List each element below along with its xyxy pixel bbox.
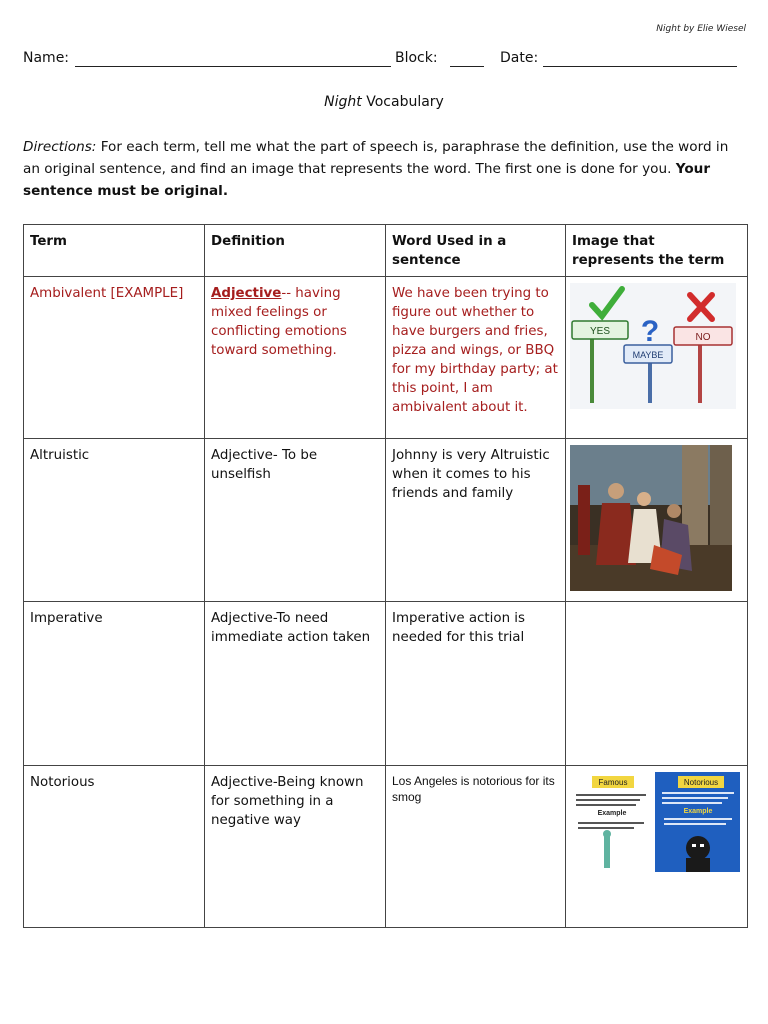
table-row xyxy=(24,766,748,928)
sentence-cell: Los Angeles is notorious for its smog xyxy=(386,766,566,928)
name-label: Name: xyxy=(23,50,70,66)
title-italic: Night xyxy=(324,94,362,110)
notorious-label: Notorious xyxy=(683,778,719,787)
yes-label: YES xyxy=(589,326,611,337)
table-row xyxy=(24,277,748,439)
name-field[interactable] xyxy=(75,66,391,67)
table-row xyxy=(24,439,748,602)
sentence-cell: Imperative action is needed for this trial xyxy=(386,602,566,766)
table-header-row xyxy=(24,225,748,277)
image-cell xyxy=(566,439,748,602)
image-cell xyxy=(566,766,748,928)
definition-cell: Adjective-Being known for something in a negative way xyxy=(205,766,386,928)
image-cell xyxy=(566,602,748,766)
date-field[interactable] xyxy=(543,66,737,67)
table-row xyxy=(24,602,748,766)
term-cell: Altruistic xyxy=(24,439,205,602)
header-note: Night by Elie Wiesel xyxy=(656,24,746,34)
classical-painting-image xyxy=(570,445,732,591)
famous-example-label: Example xyxy=(597,810,627,817)
header-definition: Definition xyxy=(205,225,386,277)
question-mark-icon: ? xyxy=(640,315,660,348)
definition-cell xyxy=(205,277,386,439)
image-cell xyxy=(566,277,748,439)
term-cell: Notorious xyxy=(24,766,205,928)
famous-vs-notorious-image xyxy=(570,772,740,872)
notorious-example-label: Example xyxy=(683,808,713,815)
header-term: Term xyxy=(24,225,205,277)
directions xyxy=(23,136,747,202)
definition-rest: -- having mixed feelings or conflicting emotions toward something. xyxy=(211,286,347,358)
definition-pos: Adjective xyxy=(211,286,282,301)
block-label: Block: xyxy=(395,50,438,66)
vocabulary-table xyxy=(23,224,748,928)
definition-cell: Adjective-To need immediate action taken xyxy=(205,602,386,766)
student-info-line xyxy=(23,50,743,72)
block-field[interactable] xyxy=(450,66,484,67)
yes-maybe-no-image xyxy=(570,283,736,409)
sentence-cell: Johnny is very Altruistic when it comes to his friends and family xyxy=(386,439,566,602)
no-label: NO xyxy=(695,332,711,343)
sentence-cell: We have been trying to figure out whether to have burgers and fries, pizza and wings, or BBQ for my birthday party; at this point, I am ambivalent about it. xyxy=(386,277,566,439)
famous-label: Famous xyxy=(598,778,628,787)
definition-cell: Adjective- To be unselfish xyxy=(205,439,386,602)
title-rest: Vocabulary xyxy=(361,94,444,110)
term-cell: Ambivalent [EXAMPLE] xyxy=(24,277,205,439)
page-title xyxy=(0,94,768,110)
directions-emphasis: Your sentence must be original. xyxy=(23,161,711,199)
directions-body: For each term, tell me what the part of speech is, paraphrase the definition, use the word in an original sentence, and find an image that represents the word. The first one is done for you. xyxy=(23,139,729,177)
header-image: Image that represents the term xyxy=(566,225,748,277)
directions-lead: Directions: xyxy=(23,139,97,155)
header-sentence: Word Used in a sentence xyxy=(386,225,566,277)
date-label: Date: xyxy=(500,50,539,66)
term-cell: Imperative xyxy=(24,602,205,766)
maybe-label: MAYBE xyxy=(632,350,664,360)
